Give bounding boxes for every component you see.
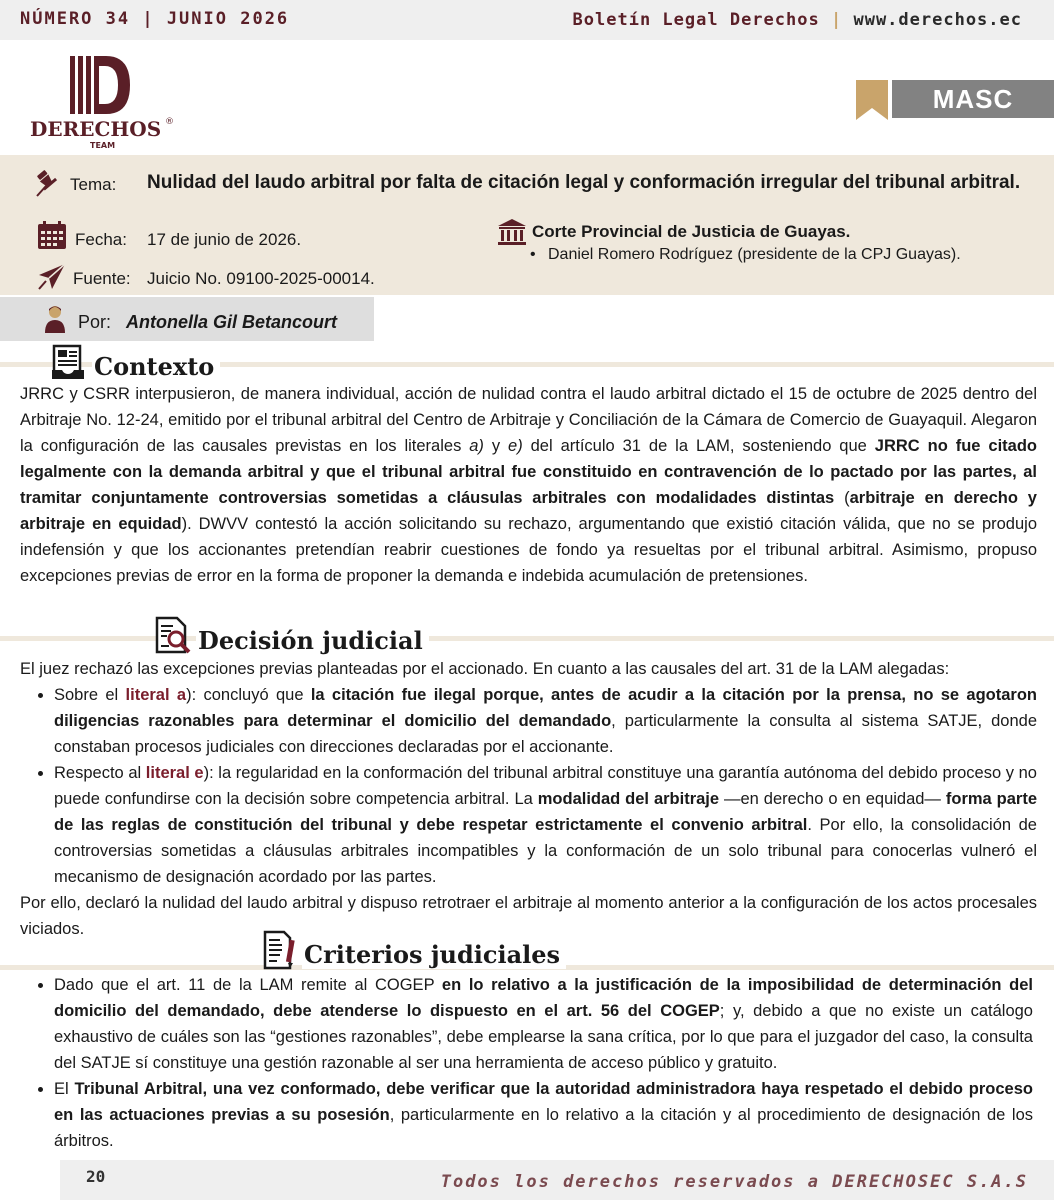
decision-body — [20, 656, 1037, 942]
footer-rights: Todos los derechos reservados a DERECHOSEC S.A.S — [440, 1172, 1028, 1192]
decision-bold-text: forma parte de las reglas de constitución del tribunal y debe respetar estrictamente el convenio arbitral — [54, 790, 1037, 834]
decision-text: Respecto al — [54, 764, 146, 782]
contexto-bold-text: JRRC no fue citado legalmente con la demanda arbitral y que el tribunal arbitral fue constituido en contravención de lo pactado por las partes, al tramitar conjuntamente controversias sometidas a cláusulas arbitrales con modalidades distintas — [20, 437, 1037, 507]
criterios-bold-text: Tribunal Arbitral, una vez conformado, debe verificar que la autoridad administradora haya respetado el debido proceso en las actuaciones previas a su posesión — [54, 1080, 1033, 1124]
decision-text: . Por ello, la consolidación de controversias sometidas a cláusulas arbitrales incompatibles y la conformación de un solo tribunal para conocerlas vulneró el mecanismo de designación acordado por las partes. — [54, 816, 1037, 886]
criterios-text: Dado que el art. 11 de la LAM remite al COGEP — [54, 976, 442, 994]
contexto-text: y — [483, 437, 509, 455]
contexto-text: del artículo 31 de la LAM, sosteniendo que — [522, 437, 875, 455]
document-icon — [50, 344, 86, 380]
author-name: Antonella Gil Betancourt — [126, 312, 338, 332]
decision-literal-a: literal a — [125, 686, 187, 704]
fecha-label: Fecha: — [75, 230, 127, 249]
decision-intro: El juez rechazó las excepciones previas planteadas por el accionado. En cuanto a las causales del art. 31 de la LAM alegadas: — [20, 660, 950, 678]
contexto-bold-text: arbitraje en derecho y arbitraje en equidad — [20, 489, 1037, 533]
criterios-list — [20, 972, 1033, 1154]
category-badge: MASC — [892, 80, 1054, 118]
logo-registered: ® — [165, 117, 174, 127]
tema-value: Nulidad del laudo arbitral por falta de citación legal y conformación irregular del tribunal arbitral. — [147, 172, 1021, 193]
fuente-label: Fuente: — [73, 269, 131, 288]
decision-closing: Por ello, declaró la nulidad del laudo arbitral y dispuso retrotraer el arbitraje al momento anterior a la configuración de los actos procesales viciados. — [20, 894, 1037, 938]
page-number: 20 — [86, 1167, 106, 1186]
document-search-icon — [153, 616, 193, 656]
bookmark-icon — [856, 80, 888, 120]
list-item — [54, 760, 1037, 890]
court-name: Corte Provincial de Justicia de Guayas. — [532, 222, 851, 241]
decision-text: , particularmente la consulta al sistema SATJE, donde constaban procesos judiciales con direcciones declaradas por el accionante. — [54, 712, 1037, 756]
author-avatar-icon — [44, 305, 66, 333]
contexto-text: JRRC y CSRR interpusieron, de manera individual, acción de nulidad contra el laudo arbitral dictado el 15 de octubre de 2025 dentro del Arbitraje No. 12-24, emitido por el tribunal arbitral del Centro de Arbitraje y Conciliación de la Cámara de Comercio de Guayaquil. Alegaron la configuración de las causales previstas en los literales — [20, 385, 1037, 455]
list-item — [54, 972, 1033, 1076]
derechos-logo — [28, 52, 178, 152]
section-title-criterios: Criterios judiciales — [302, 940, 566, 969]
contexto-literal-e: e) — [508, 437, 523, 455]
pushpin-icon — [34, 168, 64, 198]
fecha-value: 17 de junio de 2026. — [147, 230, 302, 249]
decision-bold-text: la citación fue ilegal porque, antes de acudir a la citación por la prensa, no se agotaron diligencias razonables para determinar el domicilio del demandado — [54, 686, 1037, 730]
contexto-literal-a: a) — [469, 437, 484, 455]
decision-text: ): la regularidad en la conformación del tribunal arbitral constituye una garantía autónoma del debido proceso y no puede confundirse con la decisión sobre competencia arbitral. La — [54, 764, 1037, 808]
decision-bold-text: modalidad del arbitraje — [537, 790, 720, 808]
court-member: • Daniel Romero Rodríguez (presidente de la CPJ Guayas). — [548, 246, 961, 264]
section-title-decision: Decisión judicial — [196, 626, 429, 655]
paper-plane-icon — [37, 262, 67, 292]
website-link[interactable]: www.derechos.ec — [853, 10, 1022, 30]
decision-text: Sobre el — [54, 686, 126, 704]
list-item — [54, 682, 1037, 760]
criterios-text: , particularmente en lo relativo a la citación y al procedimiento de designación de los árbitros. — [54, 1106, 1033, 1150]
document-pen-icon — [262, 930, 298, 970]
bulletin-name: Boletín Legal Derechos — [572, 10, 820, 30]
contexto-text: ). DWVV contestó la acción solicitando su rechazo, argumentando que existió citación válida, que no se produjo indefensión y que los accionantes pretendían reabrir cuestiones de fondo ya resueltas por el tribunal arbitral. Asimismo, propuso excepciones previas de error en la forma de proponer la demanda e indebida acumulación de pretensiones. — [20, 515, 1038, 585]
section-title-contexto: Contexto — [92, 352, 220, 381]
header-separator: | — [830, 10, 843, 30]
decision-text: —en derecho o en equidad— — [719, 790, 946, 808]
issue-label: NÚMERO 34 | JUNIO 2026 — [20, 9, 290, 29]
logo-subtext: TEAM — [90, 141, 116, 150]
courthouse-icon — [497, 218, 527, 246]
criterios-body — [20, 972, 1033, 1154]
author-label: Por: — [78, 312, 112, 332]
logo-text: DERECHOS — [30, 117, 162, 141]
fuente-value: Juicio No. 09100-2025-00014. — [147, 269, 375, 288]
criterios-text: El — [54, 1080, 75, 1098]
contexto-text: ( — [834, 489, 850, 507]
criterios-text: ; y, debido a que no existe un catálogo exhaustivo de cuáles son las “gestiones razonables”, debe emplearse la sana crítica, por lo que para el juzgador del caso, la consulta del SATJE sí constituye una gestión razonable al ser una herramienta de acceso público y gratuito. — [54, 1002, 1033, 1072]
decision-list — [20, 682, 1037, 890]
tema-label: Tema: — [70, 175, 117, 194]
bulletin-header — [573, 10, 1022, 30]
decision-literal-e: literal e — [145, 764, 204, 782]
criterios-bold-text: en lo relativo a la justificación de la imposibilidad de determinación del domicilio del demandado, debe atenderse lo dispuesto en el art. 56 del COGEP — [54, 976, 1033, 1020]
calendar-icon — [37, 220, 67, 250]
decision-text: ): concluyó que — [186, 686, 311, 704]
contexto-paragraph — [20, 381, 1037, 589]
list-item — [54, 1076, 1033, 1154]
